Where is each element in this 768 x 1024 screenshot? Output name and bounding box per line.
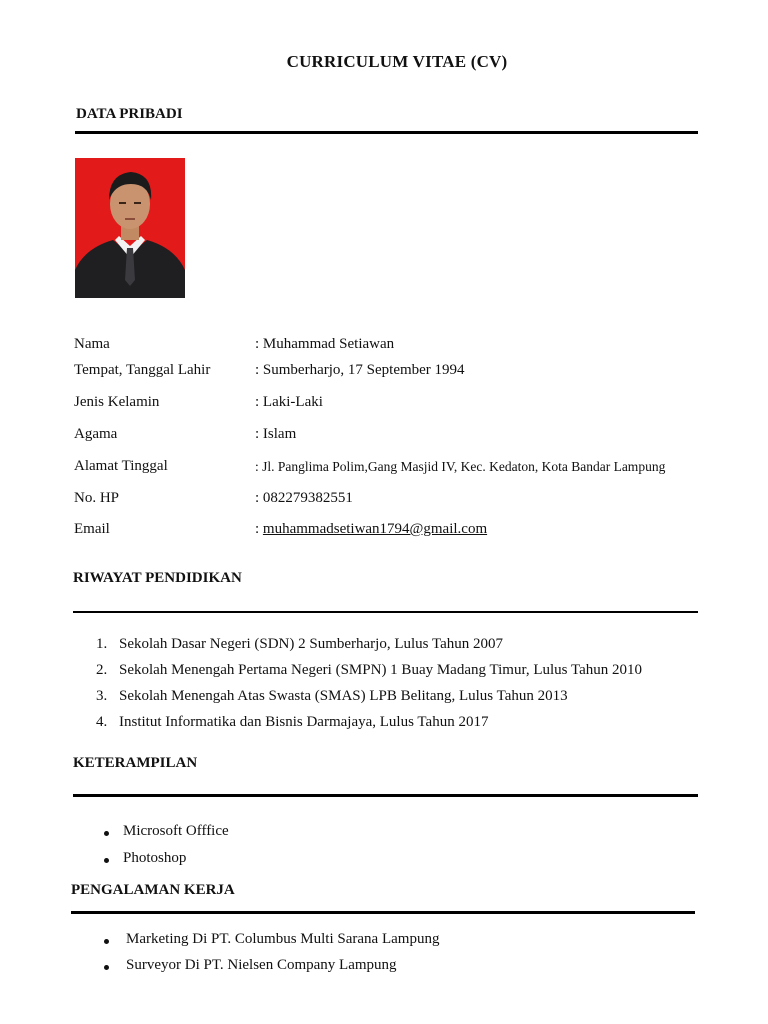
section-heading-experience: PENGALAMAN KERJA [71, 882, 235, 898]
list-text: Photoshop [123, 850, 187, 866]
label-phone: No. HP [74, 490, 120, 506]
skills-list [104, 823, 504, 877]
list-item [104, 823, 504, 850]
email-prefix: : [255, 521, 263, 537]
value-address: : Jl. Panglima Polim,Gang Masjid IV, Kec. Kedaton, Kota Bandar Lampung [255, 459, 666, 474]
list-item [96, 662, 696, 688]
list-text: Sekolah Menengah Pertama Negeri (SMPN) 1 Buay Madang Timur, Lulus Tahun 2010 [119, 662, 643, 678]
list-number: 4. [96, 714, 108, 730]
bullet-icon [104, 965, 109, 970]
list-number: 3. [96, 688, 108, 704]
person-portrait-icon [75, 158, 185, 298]
value-name: : Muhammad Setiawan [255, 336, 395, 352]
value-religion: : Islam [255, 426, 297, 442]
section-divider [71, 911, 695, 914]
value-phone: : 082279382551 [255, 490, 353, 506]
label-address: Alamat Tinggal [74, 458, 168, 474]
list-text: Sekolah Menengah Atas Swasta (SMAS) LPB Belitang, Lulus Tahun 2013 [119, 688, 568, 704]
list-item [104, 957, 604, 983]
section-heading-education: RIWAYAT PENDIDIKAN [73, 570, 242, 586]
label-religion: Agama [74, 426, 118, 442]
value-email [255, 521, 487, 538]
label-email: Email [74, 521, 110, 537]
label-name: Nama [74, 336, 110, 352]
list-item [96, 636, 696, 662]
bullet-icon [104, 831, 109, 836]
bullet-icon [104, 939, 109, 944]
list-number: 1. [96, 636, 108, 652]
email-link[interactable]: muhammadsetiwan1794@gmail.com [262, 521, 488, 537]
list-item [96, 714, 696, 740]
section-divider [73, 611, 698, 613]
list-item [96, 688, 696, 714]
section-divider [75, 131, 698, 134]
experience-list [104, 931, 604, 983]
list-text: Marketing Di PT. Columbus Multi Sarana Lampung [126, 931, 440, 947]
label-birth: Tempat, Tanggal Lahir [74, 362, 211, 378]
profile-photo [75, 158, 185, 298]
section-divider [73, 794, 698, 797]
list-text: Microsoft Offfice [123, 823, 229, 839]
section-heading-skills: KETERAMPILAN [73, 755, 198, 771]
list-number: 2. [96, 662, 108, 678]
label-gender: Jenis Kelamin [74, 394, 160, 410]
list-item [104, 931, 604, 957]
education-list [96, 636, 696, 740]
value-gender: : Laki-Laki [255, 394, 323, 410]
list-item [104, 850, 504, 877]
bullet-icon [104, 858, 109, 863]
value-birth: : Sumberharjo, 17 September 1994 [255, 362, 465, 378]
section-heading-personal: DATA PRIBADI [76, 106, 183, 122]
list-text: Surveyor Di PT. Nielsen Company Lampung [126, 957, 397, 973]
list-text: Institut Informatika dan Bisnis Darmajaya, Lulus Tahun 2017 [119, 714, 489, 730]
document-title: CURRICULUM VITAE (CV) [286, 52, 508, 71]
list-text: Sekolah Dasar Negeri (SDN) 2 Sumberharjo, Lulus Tahun 2007 [119, 636, 504, 652]
